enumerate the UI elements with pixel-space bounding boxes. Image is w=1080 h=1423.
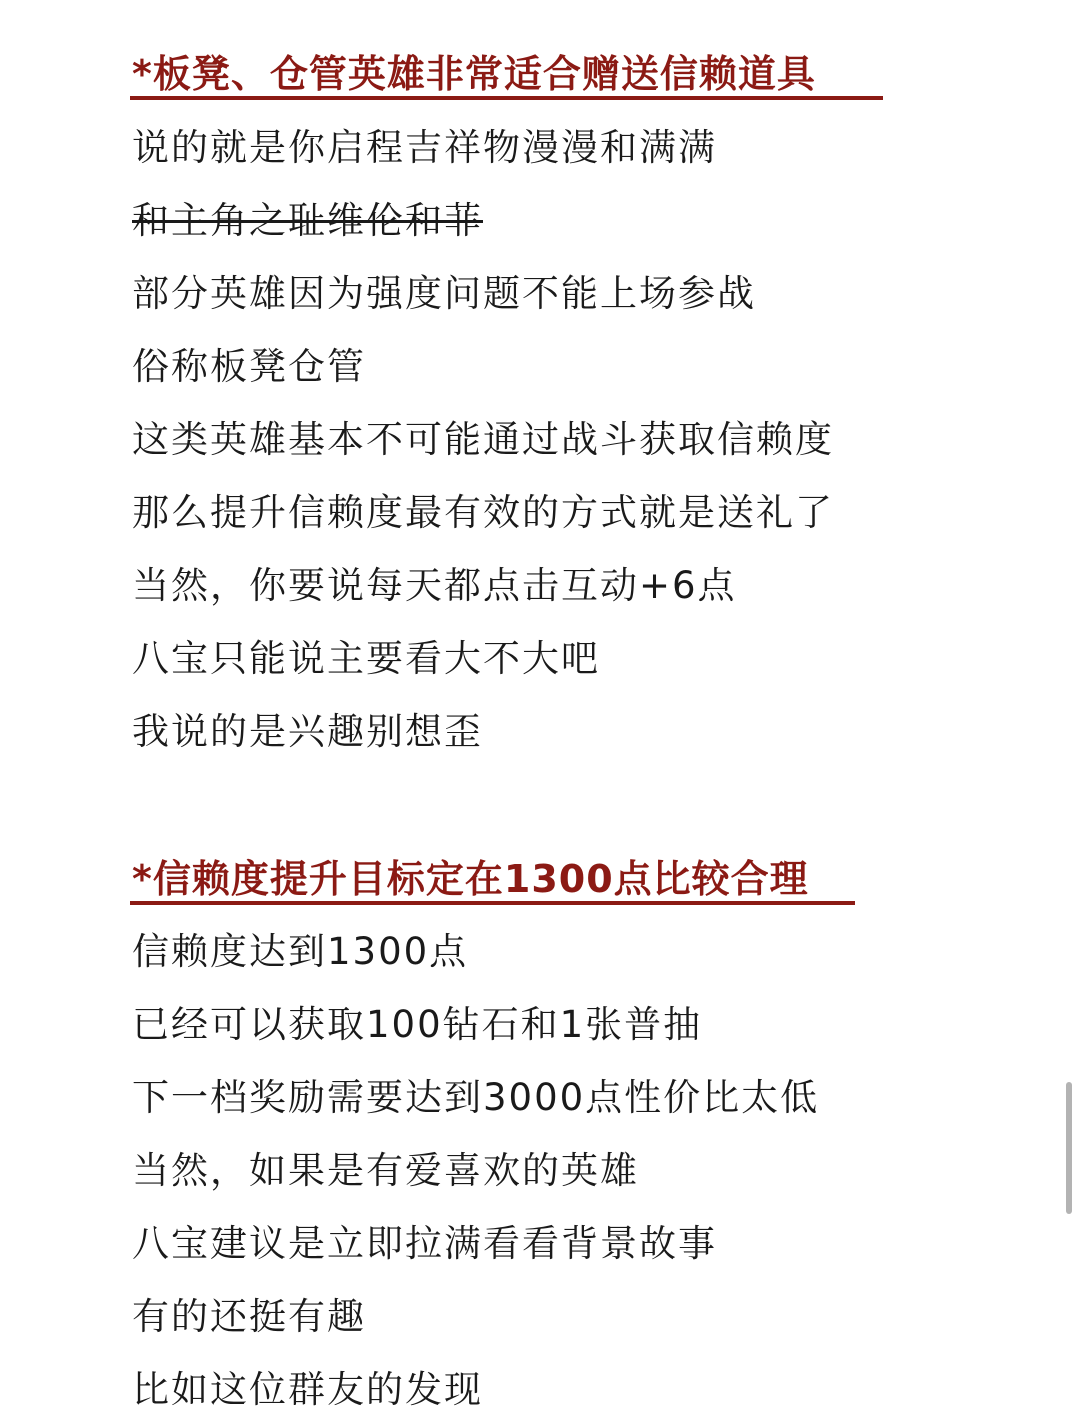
paragraph-line: 说的就是你启程吉祥物漫漫和满满 [132, 126, 717, 169]
paragraph-line: 八宝建议是立即拉满看看背景故事 [132, 1222, 717, 1265]
struck-through-line: 和主角之耻维伦和菲 [132, 199, 483, 242]
paragraph-line: 已经可以获取100钻石和1张普抽 [132, 1003, 703, 1046]
paragraph-line: 我说的是兴趣别想歪 [132, 710, 483, 753]
paragraph-line: 下一档奖励需要达到3000点性价比太低 [132, 1076, 820, 1119]
paragraph-line: 那么提升信赖度最有效的方式就是送礼了 [132, 491, 834, 534]
paragraph-line: 八宝只能说主要看大不大吧 [132, 637, 600, 680]
paragraph-line: 这类英雄基本不可能通过战斗获取信赖度 [132, 418, 834, 461]
paragraph-line: 信赖度达到1300点 [132, 930, 469, 973]
paragraph-line: 当然，如果是有爱喜欢的英雄 [132, 1149, 639, 1192]
paragraph-line: 部分英雄因为强度问题不能上场参战 [132, 272, 756, 315]
paragraph-line: 当然，你要说每天都点击互动+6点 [132, 564, 737, 607]
heading-underline [130, 901, 855, 905]
section-heading-bench-heroes: *板凳、仓管英雄非常适合赠送信赖道具 [132, 52, 816, 96]
heading-underline [130, 96, 883, 100]
scrollbar-thumb[interactable] [1066, 1082, 1072, 1214]
paragraph-line: 有的还挺有趣 [132, 1295, 366, 1338]
paragraph-line: 比如这位群友的发现 [132, 1368, 483, 1411]
section-heading-trust-target: *信赖度提升目标定在1300点比较合理 [132, 857, 809, 901]
paragraph-line: 俗称板凳仓管 [132, 345, 366, 388]
